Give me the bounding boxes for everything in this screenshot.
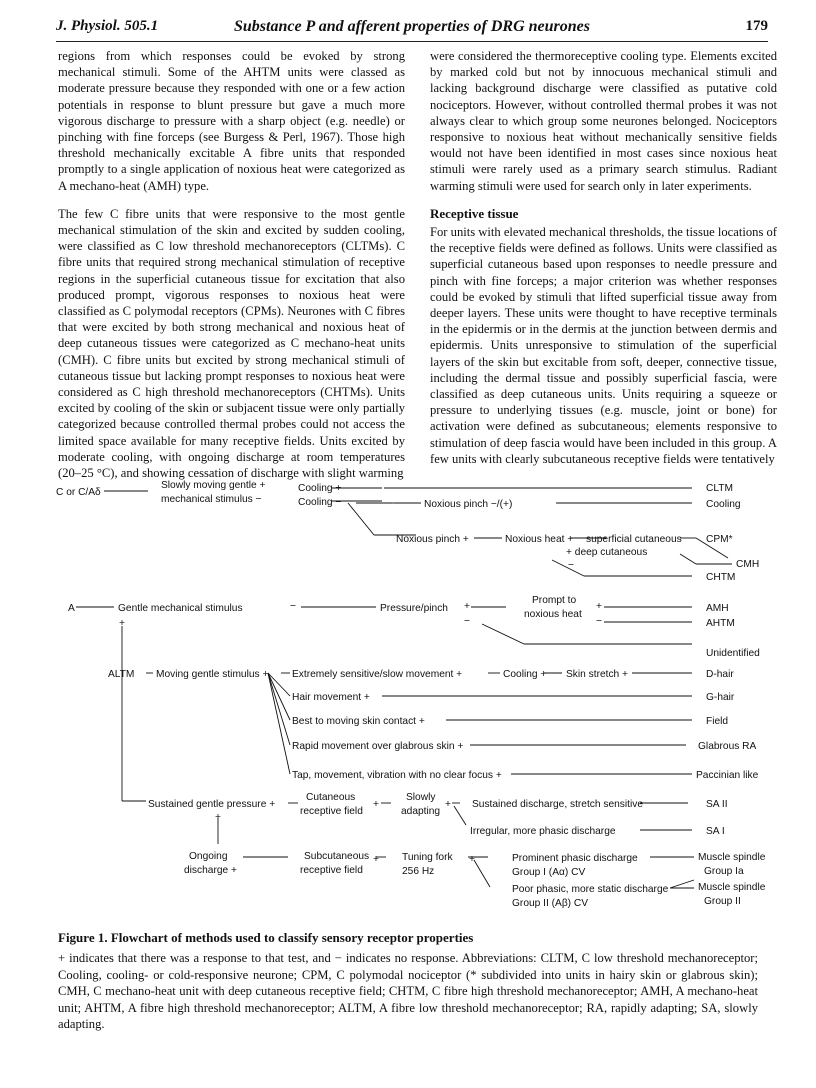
fc-subcutaneous-1: Subcutaneous (304, 851, 370, 862)
paragraph: regions from which responses could be evoked by strong mechanical stimuli. Some of the AHTM units were classed as moderate pressure because they responded with one or a few action potentials in response to blunt pressure but gave a much more vigorous discharge to pressure with a sharp object (e.g. needle) or pinching with fine forceps (see Burgess & Perl, 1967). Those high threshold mechanically excitable A fibre units that responded promptly to a single application of noxious heat were categorized as A mechano-heat (AMH) type. (58, 49, 405, 193)
fc-rapid-movement: Rapid movement over glabrous skin + (292, 741, 464, 752)
fc-prompt-minus: − (596, 616, 602, 627)
fc-altm: ALTM (108, 669, 135, 680)
fc-cutaneous-rf-2: receptive field (300, 806, 363, 817)
outcome-field: Field (706, 716, 729, 727)
fc-poor-2: Group II (Aβ) CV (512, 898, 589, 909)
fc-prominent-1: Prominent phasic discharge (512, 853, 638, 864)
fc-superficial-cutaneous: superficial cutaneous (586, 534, 682, 545)
outcome-ms2-2: Group II (704, 896, 741, 907)
fc-slow-moving-2: mechanical stimulus − (161, 494, 262, 505)
fc-gentle-mech: Gentle mechanical stimulus (118, 603, 243, 614)
outcome-cpm: CPM* (706, 534, 733, 545)
outcome-cltm: CLTM (706, 483, 733, 494)
fc-noxious-heat-plus: Noxious heat + (505, 534, 574, 545)
fc-noxious-heat: noxious heat (524, 609, 582, 620)
fc-slowly-plus: + (445, 799, 451, 810)
fc-prompt-plus: + (596, 601, 602, 612)
fc-subcutaneous-2: receptive field (300, 865, 363, 876)
paragraph: The few C fibre units that were responsive to the most gentle mechanical stimulation of the skin and excited by sudden cooling, were classified as C low threshold mechanoreceptors (CLTMs). C fibre units that required strong mechanical stimulation of receptive regions in the superficial cutaneous tissue for excitation that also produced prompt, vigorous responses to noxious heat were classified as C polymodal receptors (CPMs). Neurones with C fibres that were excited by both strong mechanical and noxious heat of deep cutaneous tissues were categorized as C mechano-heat units (CMH). C fibre units but excited by strong mechanical stimuli of cutaneous tissue but lacking prompt responses to noxious heat were considered as C high threshold mechanoreceptors (CHTMs). Units excited by cooling of the skin or subjacent tissue were only partially categorized because controlled thermal probes could not access the limited space available for many receptive fields. Units excited by moderate cooling, with ongoing discharge at room temperatures (20–25 °C), and showing cessation of discharge with slight warming (58, 206, 405, 481)
outcome-amh: AMH (706, 603, 729, 614)
outcome-cooling: Cooling (706, 499, 741, 510)
fc-gentle-plus: + (119, 618, 125, 629)
fc-prominent-2: Group I (Aα) CV (512, 867, 586, 878)
fc-prompt-to: Prompt to (532, 595, 577, 606)
fc-pressure-pinch: Pressure/pinch (380, 603, 448, 614)
fc-tap-movement: Tap, movement, vibration with no clear focus + (292, 770, 502, 781)
fc-cooling-plus-3: Cooling + (503, 669, 547, 680)
fc-sustained-pressure: Sustained gentle pressure + (148, 799, 276, 810)
outcome-glabrous-ra: Glabrous RA (698, 741, 757, 752)
fc-moving-gentle: Moving gentle stimulus + (156, 669, 269, 680)
fc-cooling-plus: Cooling + (298, 483, 342, 494)
fc-irregular: Irregular, more phasic discharge (470, 826, 616, 837)
outcome-paccinian: Paccinian like (696, 770, 759, 781)
fc-subcutaneous-plus: + (373, 854, 379, 865)
section-heading: Receptive tissue (430, 205, 519, 221)
fc-best-moving: Best to moving skin contact + (292, 716, 425, 727)
fc-slowly-1: Slowly (406, 792, 436, 803)
flowchart (56, 476, 768, 920)
fc-noxious-pinch-pm: Noxious pinch −/(+) (424, 499, 513, 510)
page-number: 179 (745, 18, 768, 34)
outcome-ms1-1: Muscle spindle (698, 852, 766, 863)
outcome-ahtm: AHTM (706, 618, 735, 629)
outcome-sa2: SA II (706, 799, 728, 810)
fc-ongoing-1: Ongoing (189, 851, 228, 862)
outcome-ghair: G-hair (706, 692, 735, 703)
fc-tuning-2: 256 Hz (402, 866, 435, 877)
fc-deep-cutaneous: + deep cutaneous (566, 547, 648, 558)
fc-start-a: A (68, 603, 75, 614)
figure-caption-title: Figure 1. Flowchart of methods used to classify sensory receptor properties (58, 930, 474, 945)
fc-pp-plus: + (464, 601, 470, 612)
fc-cooling-minus: Cooling − (298, 497, 342, 508)
fc-slow-moving-1: Slowly moving gentle + (161, 480, 266, 491)
outcome-sa1: SA I (706, 826, 725, 837)
fc-sustained-plus-below: + (215, 812, 221, 823)
journal-citation: J. Physiol. 505.1 (56, 18, 159, 34)
outcome-ms2-1: Muscle spindle (698, 882, 766, 893)
outcome-ms1-2: Group Ia (704, 866, 744, 877)
flowchart-svg (56, 476, 768, 920)
fc-sustained-discharge: Sustained discharge, stretch sensitive (472, 799, 644, 810)
fc-ongoing-2: discharge + (184, 865, 237, 876)
figure-caption (58, 930, 758, 1032)
fc-hair-movement: Hair movement + (292, 692, 370, 703)
fc-start-c: C or C/Aδ (56, 487, 101, 498)
figure-caption-body: + indicates that there was a response to that test, and − indicates no response. Abbreviations: CLTM, C low threshold mechanoreceptor; Cooling, cooling- or cold-responsive neurone; CPM, C polymodal nociceptor (* subdivided into units in hairy skin or glabrous skin); CMH, C mechano-heat unit with deep cutaneous receptive field; CHTM, C fibre high threshold mechanoreceptor; AMH, A mechano-heat unit; AHTM, A fibre high threshold mechanoreceptor; ALTM, A fibre low threshold mechanoreceptor; RA, rapidly adapting; SA, slowly adapting. (58, 951, 758, 1032)
fc-slowly-2: adapting (401, 806, 441, 817)
fc-cutaneous-plus: + (373, 799, 379, 810)
fc-gentle-minus: − (290, 601, 296, 612)
fc-minus-sign: − (568, 560, 574, 571)
paragraph: For units with elevated mechanical thresholds, the tissue locations of the receptive fields were defined as follows. Units were classified as superficial cutaneous based upon responses to needle pressure and pinch with fine forceps; a major criterion was whether responses could be evoked by stimuli that lifted superficial tissue away from deeper layers. These units were thought to have receptive terminals in the epidermis or in the dermis at the junction between dermis and epidermis. Units unresponsive to stimulation of the superficial layers of the skin but excitable from soft, deeper, connective tissue, including the dermal tissue and possibly superficial fascia, were classified as deep cutaneous units. Units requiring a squeeze or pressure to underlying tissues (e.g. muscle, joint or bone) for activation were defined as subcutaneous; elements responsive to stimulation of deep fascia would have been included in this group. A few units with clearly subcutaneous receptive fields were tentatively (430, 225, 777, 466)
outcome-chtm: CHTM (706, 572, 736, 583)
fc-pp-minus: − (464, 616, 470, 627)
outcome-cmh: CMH (736, 559, 760, 570)
fc-noxious-pinch-plus: Noxious pinch + (396, 534, 469, 545)
left-column (58, 48, 405, 493)
right-column (430, 48, 777, 479)
running-title: Substance P and afferent properties of DRG neurones (233, 18, 591, 35)
fc-extremely-sensitive: Extremely sensitive/slow movement + (292, 669, 463, 680)
outcome-dhair: D-hair (706, 669, 734, 680)
outcome-unidentified: Unidentified (706, 648, 760, 659)
fc-cutaneous-rf-1: Cutaneous (306, 792, 356, 803)
fc-poor-1: Poor phasic, more static discharge (512, 884, 669, 895)
fc-tuning-1: Tuning fork (402, 852, 453, 863)
header-rule (56, 41, 768, 42)
paragraph: were considered the thermoreceptive cooling type. Elements excited by marked cold but not by innocuous mechanical stimuli and lacking background discharge were classified as putative cold nociceptors. However, without controlled thermal probes it was not always clear to which group some neurones belonged. Nociceptors responsive to noxious heat without mechanically sensitive fields would not have been identified in most cases since noxious heat stimuli were rarely used as a primary search stimulus. Radiant warming stimuli were used for search only in later experiments. (430, 49, 777, 193)
fc-skin-stretch: Skin stretch + (566, 669, 629, 680)
fc-tuning-plus: + (469, 854, 475, 865)
running-header (56, 18, 768, 42)
